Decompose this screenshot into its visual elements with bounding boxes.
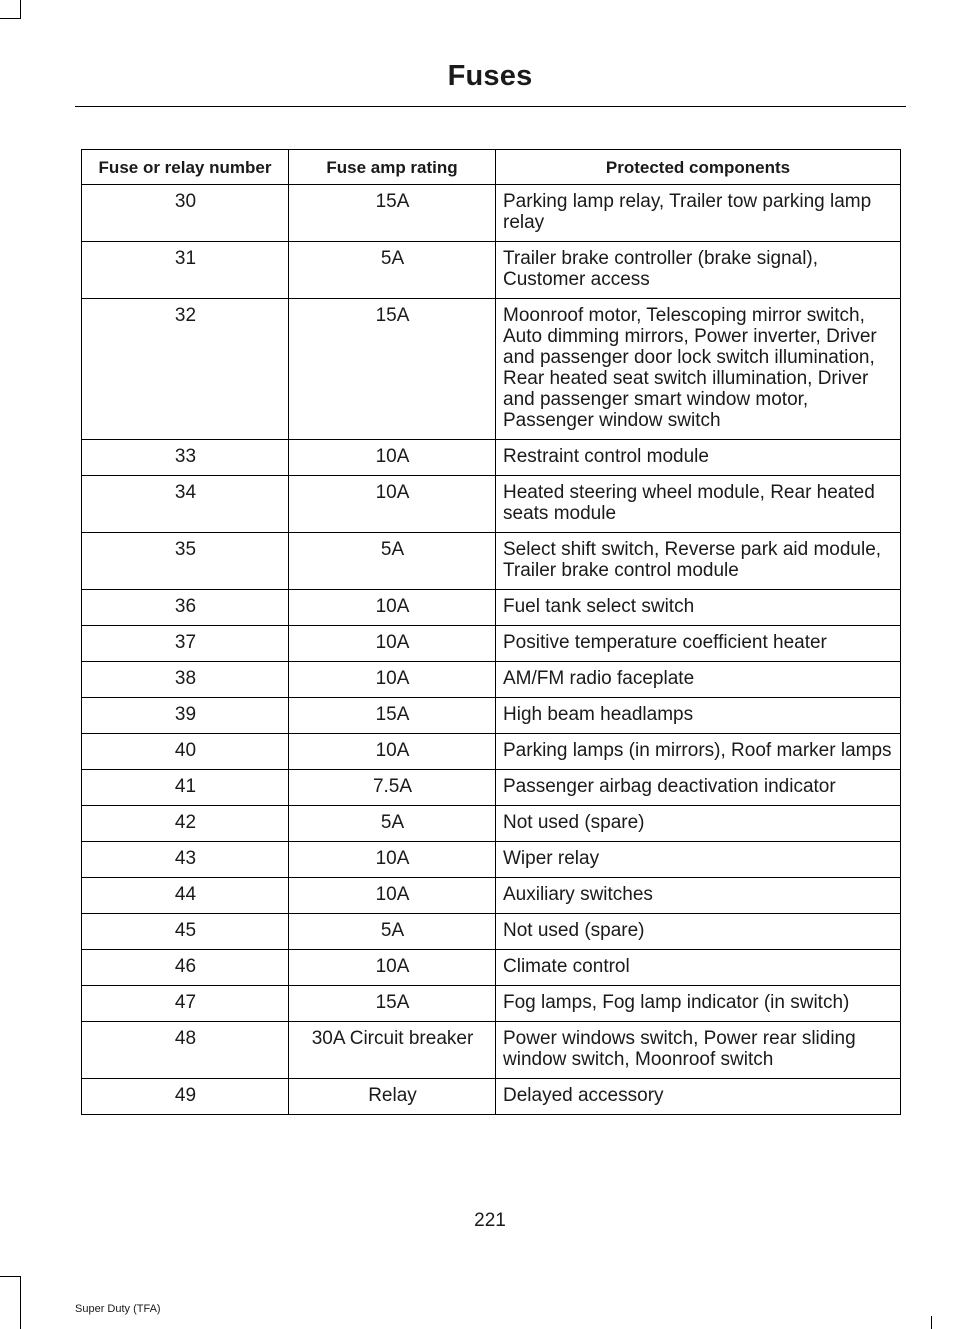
fuse-number-cell: 47 <box>82 986 289 1022</box>
amp-rating-cell: 10A <box>289 878 496 914</box>
crop-mark-bottom-left-horizontal <box>0 1276 21 1277</box>
table-row <box>82 533 901 590</box>
amp-rating-cell: 10A <box>289 476 496 533</box>
fuse-number-cell: 37 <box>82 626 289 662</box>
protected-components-cell: Moonroof motor, Telescoping mirror switch, Auto dimming mirrors, Power inverter, Driver and passenger door lock switch illumination, Rear heated seat switch illumination, Driver and passenger smart window motor, Passenger window switch <box>496 299 901 440</box>
amp-rating-cell: 10A <box>289 662 496 698</box>
table-row <box>82 590 901 626</box>
amp-rating-cell: 5A <box>289 806 496 842</box>
protected-components-cell: Parking lamps (in mirrors), Roof marker lamps <box>496 734 901 770</box>
fuse-number-cell: 30 <box>82 185 289 242</box>
protected-components-cell: Wiper relay <box>496 842 901 878</box>
amp-rating-cell: 10A <box>289 626 496 662</box>
table-row <box>82 185 901 242</box>
fuse-number-cell: 43 <box>82 842 289 878</box>
table-row <box>82 476 901 533</box>
protected-components-cell: Climate control <box>496 950 901 986</box>
fuse-number-cell: 32 <box>82 299 289 440</box>
table-row <box>82 806 901 842</box>
protected-components-cell: Parking lamp relay, Trailer tow parking lamp relay <box>496 185 901 242</box>
protected-components-cell: Restraint control module <box>496 440 901 476</box>
table-header-row <box>82 150 901 185</box>
amp-rating-cell: 30A Circuit breaker <box>289 1022 496 1079</box>
table-row <box>82 950 901 986</box>
fuse-number-cell: 31 <box>82 242 289 299</box>
amp-rating-cell: 10A <box>289 842 496 878</box>
table-row <box>82 662 901 698</box>
table-row <box>82 698 901 734</box>
protected-components-cell: Power windows switch, Power rear sliding window switch, Moonroof switch <box>496 1022 901 1079</box>
header-protected-components: Protected components <box>496 150 901 185</box>
crop-mark-top-left-horizontal <box>0 18 21 19</box>
protected-components-cell: Passenger airbag deactivation indicator <box>496 770 901 806</box>
amp-rating-cell: 7.5A <box>289 770 496 806</box>
fuse-number-cell: 40 <box>82 734 289 770</box>
page-number: 221 <box>474 1210 506 1231</box>
fuse-number-cell: 36 <box>82 590 289 626</box>
fuse-number-cell: 45 <box>82 914 289 950</box>
table-row <box>82 842 901 878</box>
crop-mark-bottom-left-vertical <box>20 1276 21 1329</box>
fuse-number-cell: 35 <box>82 533 289 590</box>
fuse-table <box>81 149 901 1115</box>
amp-rating-cell: 15A <box>289 698 496 734</box>
table-row <box>82 734 901 770</box>
footer-model-label: Super Duty (TFA) <box>75 1303 161 1315</box>
fuse-number-cell: 44 <box>82 878 289 914</box>
table-body <box>82 185 901 1115</box>
amp-rating-cell: 5A <box>289 242 496 299</box>
amp-rating-cell: 10A <box>289 734 496 770</box>
amp-rating-cell: 10A <box>289 950 496 986</box>
amp-rating-cell: 10A <box>289 440 496 476</box>
fuse-number-cell: 34 <box>82 476 289 533</box>
protected-components-cell: AM/FM radio faceplate <box>496 662 901 698</box>
protected-components-cell: Not used (spare) <box>496 914 901 950</box>
table-row <box>82 914 901 950</box>
protected-components-cell: Fog lamps, Fog lamp indicator (in switch) <box>496 986 901 1022</box>
header-amp-rating: Fuse amp rating <box>289 150 496 185</box>
protected-components-cell: Positive temperature coefficient heater <box>496 626 901 662</box>
protected-components-cell: Auxiliary switches <box>496 878 901 914</box>
crop-mark-bottom-right-vertical <box>931 1316 932 1329</box>
amp-rating-cell: Relay <box>289 1079 496 1115</box>
protected-components-cell: Select shift switch, Reverse park aid module, Trailer brake control module <box>496 533 901 590</box>
fuse-number-cell: 41 <box>82 770 289 806</box>
table-row <box>82 878 901 914</box>
amp-rating-cell: 10A <box>289 590 496 626</box>
fuse-number-cell: 49 <box>82 1079 289 1115</box>
page-title: Fuses <box>447 60 533 92</box>
protected-components-cell: Not used (spare) <box>496 806 901 842</box>
protected-components-cell: Trailer brake controller (brake signal), Customer access <box>496 242 901 299</box>
crop-mark-top-left-vertical <box>20 0 21 18</box>
header-fuse-number: Fuse or relay number <box>82 150 289 185</box>
table-row <box>82 1022 901 1079</box>
protected-components-cell: Heated steering wheel module, Rear heated seats module <box>496 476 901 533</box>
table-row <box>82 1079 901 1115</box>
fuse-number-cell: 39 <box>82 698 289 734</box>
protected-components-cell: Fuel tank select switch <box>496 590 901 626</box>
amp-rating-cell: 15A <box>289 986 496 1022</box>
fuse-number-cell: 48 <box>82 1022 289 1079</box>
table-row <box>82 440 901 476</box>
protected-components-cell: High beam headlamps <box>496 698 901 734</box>
amp-rating-cell: 15A <box>289 185 496 242</box>
fuse-number-cell: 42 <box>82 806 289 842</box>
table-row <box>82 242 901 299</box>
table-row <box>82 770 901 806</box>
fuse-number-cell: 38 <box>82 662 289 698</box>
fuse-number-cell: 33 <box>82 440 289 476</box>
amp-rating-cell: 5A <box>289 533 496 590</box>
amp-rating-cell: 5A <box>289 914 496 950</box>
protected-components-cell: Delayed accessory <box>496 1079 901 1115</box>
fuse-number-cell: 46 <box>82 950 289 986</box>
title-rule <box>75 106 906 107</box>
table-row <box>82 986 901 1022</box>
table-row <box>82 626 901 662</box>
amp-rating-cell: 15A <box>289 299 496 440</box>
table-row <box>82 299 901 440</box>
